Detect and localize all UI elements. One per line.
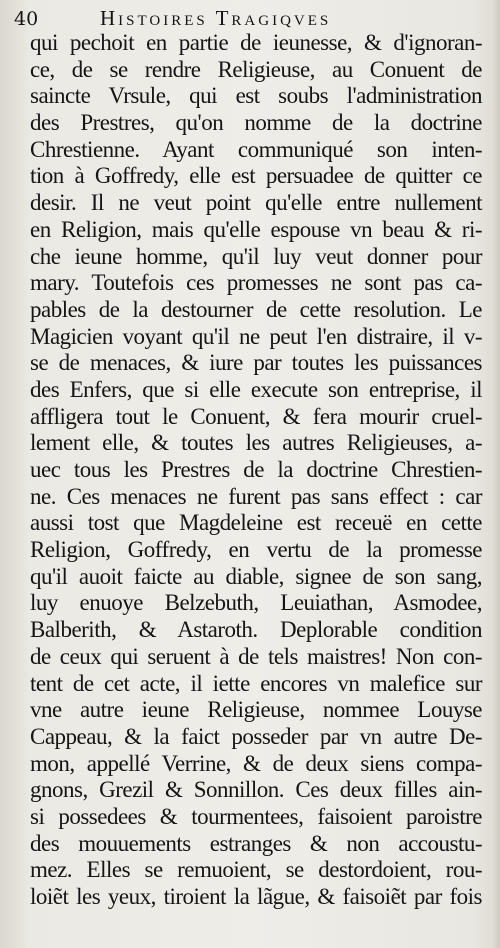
text-line: loiẽt les yeux, tiroient la lãgue, & faisoiẽt par fois bbox=[30, 884, 482, 909]
text-line: Magicien voyant qu'il ne peut l'en distraire, il v- bbox=[30, 323, 482, 349]
text-line: mon, appellé Verrine, & de deux siens compa- bbox=[30, 750, 482, 776]
page-header bbox=[0, 2, 500, 32]
text-line: affligera tout le Conuent, & fera mourir cruel- bbox=[30, 403, 482, 429]
text-line: gnons, Grezil & Sonnillon. Ces deux filles ain- bbox=[30, 777, 482, 803]
text-line: Cappeau, & la faict posseder par vn autre De- bbox=[30, 723, 482, 749]
text-line: ne. Ces menaces ne furent pas sans effect : car bbox=[30, 483, 482, 509]
text-line: Balberith, & Astaroth. Deplorable condition bbox=[30, 617, 482, 643]
body-text bbox=[30, 30, 482, 911]
text-line: desir. Il ne veut point qu'elle entre nullement bbox=[30, 190, 482, 216]
text-line: en Religion, mais qu'elle espouse vn beau & ri- bbox=[30, 216, 482, 242]
text-line: saincte Vrsule, qui est soubs l'administration bbox=[30, 83, 482, 109]
text-line: de ceux qui seruent à de tels maistres! Non con- bbox=[30, 643, 482, 669]
text-line: se de menaces, & iure par toutes les puissances bbox=[30, 350, 482, 376]
text-line: ce, de se rendre Religieuse, au Conuent de bbox=[30, 56, 482, 82]
text-line: des Enfers, que si elle execute son entreprise, il bbox=[30, 376, 482, 402]
page-edge-shadow bbox=[492, 0, 500, 948]
text-line: des Prestres, qu'on nomme de la doctrine bbox=[30, 110, 482, 136]
text-line: qui pechoit en partie de ieunesse, & d'ignoran- bbox=[30, 30, 482, 55]
text-line: uec tous les Prestres de la doctrine Chrestien- bbox=[30, 457, 482, 482]
text-line: tion à Goffredy, elle est persuadee de quitter ce bbox=[30, 163, 482, 189]
text-line: Chrestienne. Ayant communiqué son inten- bbox=[30, 136, 482, 162]
text-line: che ieune homme, qu'il luy veut donner pour bbox=[30, 243, 482, 269]
text-line: si possedees & tourmentees, faisoient paroistre bbox=[30, 803, 482, 829]
text-line: Religion, Goffredy, en vertu de la promesse bbox=[30, 537, 482, 563]
text-line: vne autre ieune Religieuse, nommee Louyse bbox=[30, 697, 482, 723]
text-line: aussi tost que Magdeleine est receuë en cette bbox=[30, 510, 482, 536]
text-line: lement elle, & toutes les autres Religieuses, a- bbox=[30, 430, 482, 456]
text-line: mary. Toutefois ces promesses ne sont pas ca- bbox=[30, 270, 482, 296]
text-line: pables de la destourner de cette resolution. Le bbox=[30, 296, 482, 322]
text-line: des mouuements estranges & non accoustu- bbox=[30, 830, 482, 856]
text-line: mez. Elles se remuoient, se destordoient, rou- bbox=[30, 857, 482, 883]
text-line: tent de cet acte, il iette encores vn malefice sur bbox=[30, 670, 482, 696]
page-number: 40 bbox=[14, 8, 39, 30]
running-head: Histoires Tragiqves bbox=[100, 6, 332, 30]
text-line: qu'il auoit faicte au diable, signee de son sang, bbox=[30, 563, 482, 589]
text-line: luy enuoye Belzebuth, Leuiathan, Asmodee, bbox=[30, 590, 482, 616]
